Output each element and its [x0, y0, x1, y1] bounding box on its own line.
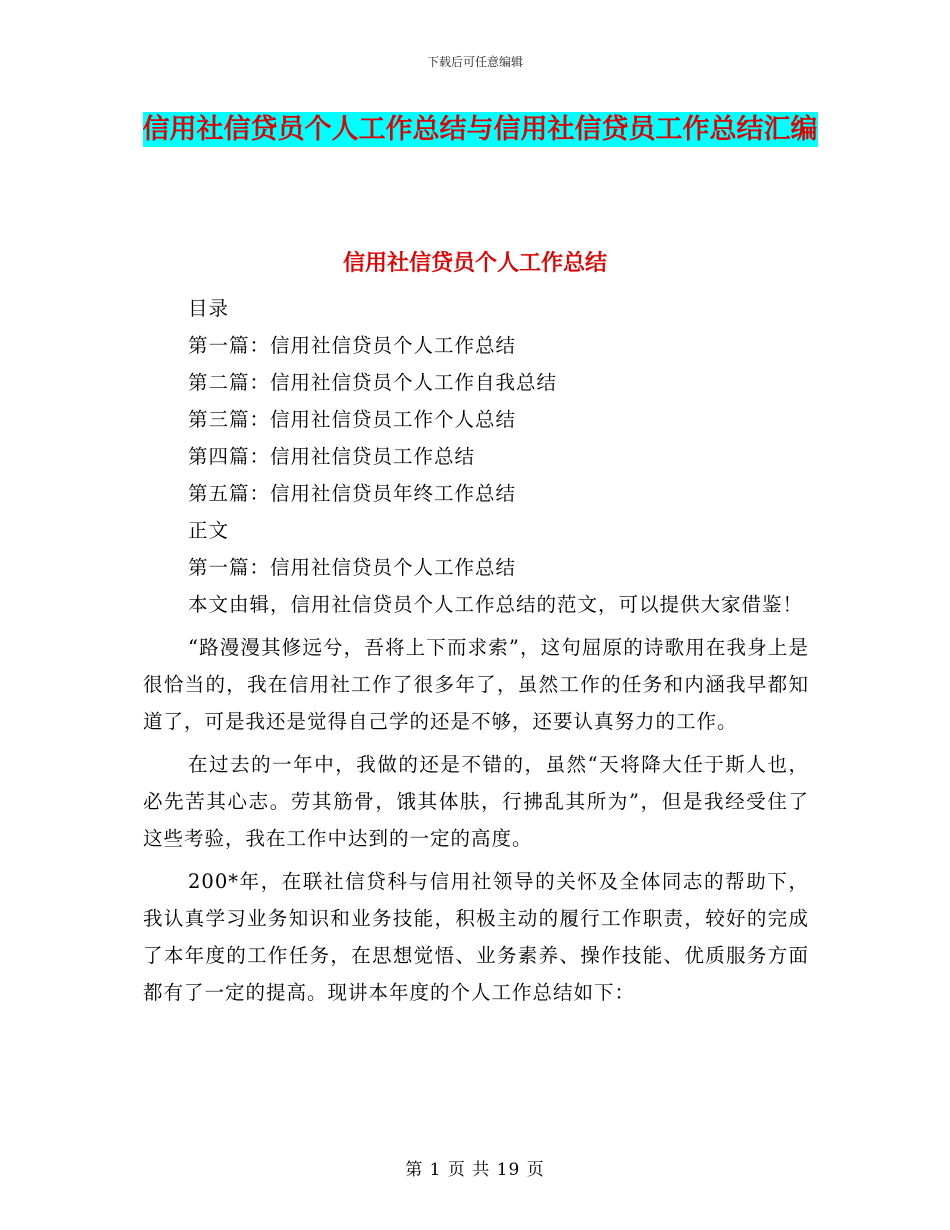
paragraph: 本文由辑，信用社信贷员个人工作总结的范文，可以提供大家借鉴！: [188, 593, 804, 616]
paragraph: 在过去的一年中，我做的还是不错的，虽然“天将降大任于斯人也，必先苦其心志。劳其筋骨，饿其体肤，行拂乱其所为”，但是我经受住了这些考验，我在工作中达到的一定的高度。: [143, 753, 809, 850]
toc-item: 第三篇：信用社信贷员工作个人总结: [188, 408, 517, 431]
header-note: 下载后可任意编辑: [426, 55, 523, 69]
toc-item: 第二篇：信用社信贷员个人工作自我总结: [188, 371, 558, 394]
document-body: [143, 290, 809, 1011]
toc-item: 第五篇：信用社信贷员年终工作总结: [188, 482, 517, 505]
toc-label: 目录: [188, 297, 230, 320]
document-title: [140, 106, 820, 154]
chapter-heading: 第一篇：信用社信贷员个人工作总结: [188, 556, 517, 579]
section-title: 信用社信贷员个人工作总结: [342, 251, 607, 276]
toc-item: 第四篇：信用社信贷员工作总结: [188, 445, 476, 468]
page-footer: 第 1 页 共 19 页: [405, 1160, 545, 1180]
toc-item: 第一篇：信用社信贷员个人工作总结: [188, 334, 517, 357]
paragraph: 200*年，在联社信贷科与信用社领导的关怀及全体同志的帮助下，我认真学习业务知识和业务技能，积极主动的履行工作职责，较好的完成了本年度的工作任务，在思想觉悟、业务素养、操作技能、优质服务方面都有了一定的提高。现讲本年度的个人工作总结如下：: [143, 870, 809, 1004]
paragraph: “路漫漫其修远兮，吾将上下而求索”，这句屈原的诗歌用在我身上是很恰当的，我在信用社工作了很多年了，虽然工作的任务和内涵我早都知道了，可是我还是觉得自己学的还是不够，还要认真努力的工作。: [143, 636, 809, 733]
body-label: 正文: [188, 519, 230, 542]
document-title-text: 信用社信贷员个人工作总结与信用社信贷员工作总结汇编: [142, 114, 818, 145]
